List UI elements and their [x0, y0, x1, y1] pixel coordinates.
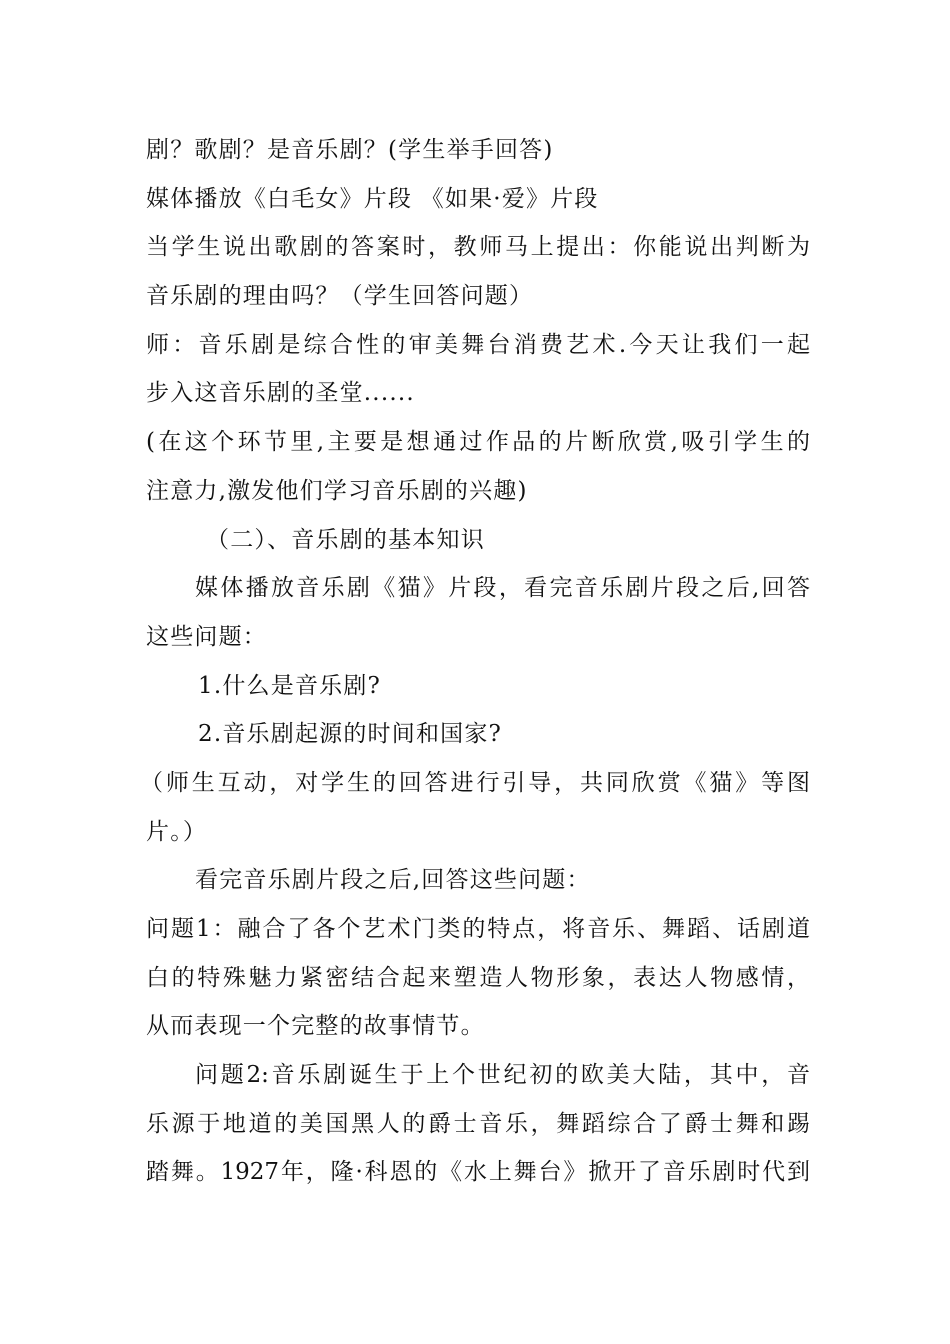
text-line: 乐源于地道的美国黑人的爵士音乐，舞蹈综合了爵士舞和踢: [146, 1110, 810, 1137]
text-line: (在这个环节里,主要是想通过作品的片断欣赏,吸引学生的: [146, 429, 810, 456]
text-line: （师生互动，对学生的回答进行引导，共同欣赏《猫》等图: [140, 769, 810, 796]
text-line: 媒体播放《白毛女》片段 《如果·爱》片段: [146, 185, 599, 212]
text-line: 媒体播放音乐剧《猫》片段，看完音乐剧片段之后,回答: [195, 575, 810, 602]
text-line: 从而表现一个完整的故事情节。: [146, 1013, 485, 1040]
section-heading: （二）、音乐剧的基本知识: [206, 526, 485, 553]
text-line: 步入这音乐剧的圣堂......: [146, 380, 415, 407]
text-line: 看完音乐剧片段之后,回答这些问题：: [195, 867, 591, 894]
question-item: 1.什么是音乐剧?: [198, 672, 382, 699]
body-text: [140, 126, 810, 1197]
answer-line: 问题1：融合了各个艺术门类的特点，将音乐、舞蹈、话剧道: [146, 916, 810, 942]
text-line: 白的特殊魅力紧密结合起来塑造人物形象，表达人物感情，: [146, 964, 810, 991]
text-line: 剧？歌剧？是音乐剧？(学生举手回答): [146, 137, 554, 163]
text-line: 这些问题：: [146, 623, 267, 650]
text-line: 注意力,激发他们学习音乐剧的兴趣): [146, 477, 528, 504]
text-line: 音乐剧的理由吗？（学生回答问题）: [146, 283, 534, 310]
text-line: 当学生说出歌剧的答案时，教师马上提出：你能说出判断为: [146, 234, 810, 261]
text-line: 师：音乐剧是综合性的审美舞台消费艺术.今天让我们一起: [146, 331, 810, 358]
answer-line: 问题2:音乐剧诞生于上个世纪初的欧美大陆，其中，音: [195, 1062, 810, 1089]
text-line: 踏舞。1927年，隆·科恩的《水上舞台》掀开了音乐剧时代到: [146, 1159, 810, 1186]
question-item: 2.音乐剧起源的时间和国家?: [198, 721, 503, 748]
text-line: 片。）: [146, 818, 208, 845]
